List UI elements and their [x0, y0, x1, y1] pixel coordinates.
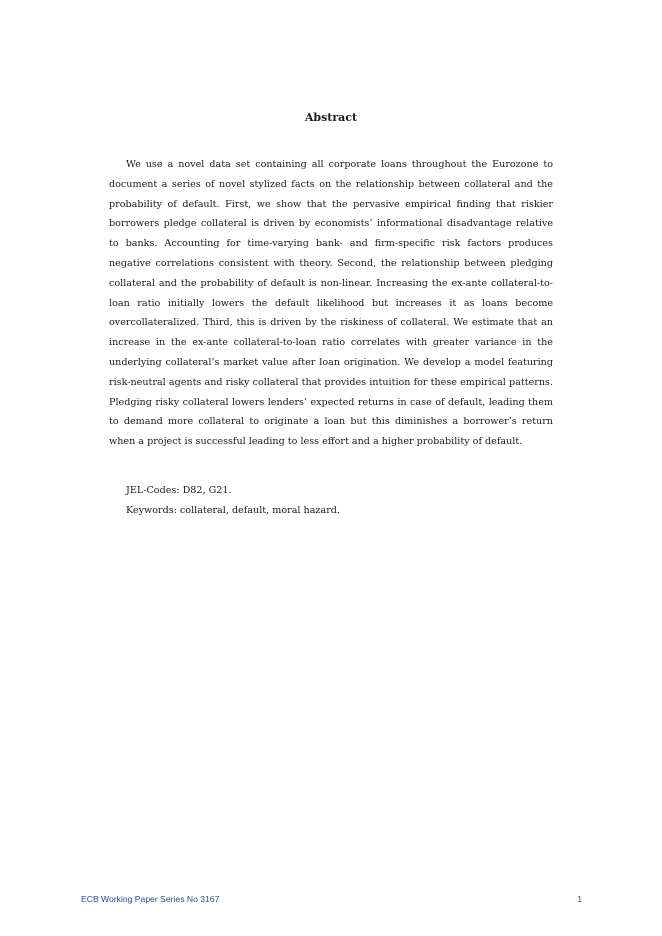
abstract-body: We use a novel data set containing all corporate loans throughout the Eurozone to document a series of novel stylized facts on the relationship between collateral and the probability of default. First, we show that the pervasive empirical finding that riskier borrowers pledge collateral is driven by economists’ informational disadvantage relative to banks. Accounting for time-varying bank- and firm-specific risk factors produces negative correlations consistent with theory. Second, the relationship between pledging collateral and the probability of default is non-linear. Increasing the ex-ante collateral-to-loan ratio initially lowers the default likelihood but increases it as loans become overcollateralized. Third, this is driven by the riskiness of collateral. We estimate that an increase in the ex-ante collateral-to-loan ratio correlates with greater variance in the underlying collateral’s market value after loan origination. We develop a model featuring risk-neutral agents and risky collateral that provides intuition for these empirical patterns. Pledging risky collateral lowers lenders’ expected returns in case of default, leading them to demand more collateral to originate a loan but this diminishes a borrower’s return when a project is successful leading to less effort and a higher probability of default. — [109, 159, 553, 448]
footer-page-number: 1 — [577, 894, 582, 904]
abstract-heading: Abstract — [304, 111, 358, 124]
jel-codes: JEL-Codes: D82, G21. — [126, 485, 232, 496]
keywords: Keywords: collateral, default, moral hazard. — [126, 505, 340, 516]
footer-series-label: ECB Working Paper Series No 3167 — [81, 894, 220, 904]
